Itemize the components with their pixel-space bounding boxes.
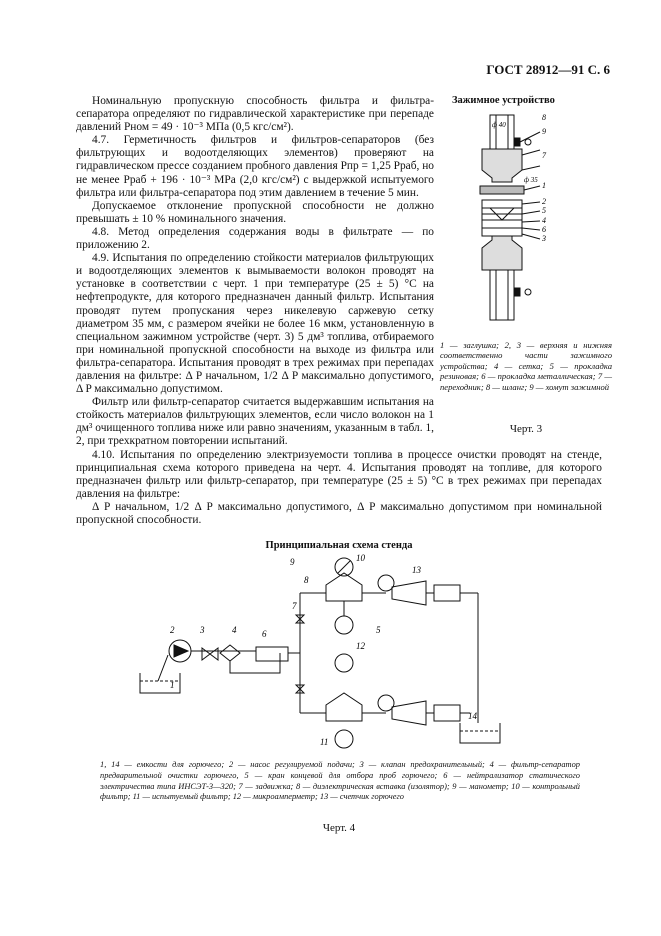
figure-4-label: Черт. 4 bbox=[322, 822, 356, 834]
dim-label: ф 35 bbox=[524, 176, 538, 184]
part-number: 2 bbox=[542, 197, 546, 206]
paragraph: Допускаемое отклонение пропускной способности не должно превышать ± 10 % номинального значения. bbox=[76, 199, 434, 225]
part-number: 9 bbox=[290, 557, 295, 567]
figure-3-title: Зажимное устройство bbox=[452, 95, 555, 106]
part-number: 4 bbox=[232, 625, 237, 635]
part-number: 5 bbox=[542, 206, 546, 215]
part-number: 6 bbox=[542, 225, 546, 234]
dim-label: ф 40 bbox=[492, 121, 506, 129]
part-number: 7 bbox=[542, 151, 546, 160]
part-number: 9 bbox=[542, 127, 546, 136]
part-number: 13 bbox=[412, 565, 421, 575]
part-number: 8 bbox=[304, 575, 309, 585]
paragraph: 4.8. Метод определения содержания воды в фильтрате — по приложению 2. bbox=[76, 225, 434, 252]
page-header: ГОСТ 28912—91 С. 6 bbox=[486, 62, 610, 77]
part-number: 11 bbox=[320, 737, 329, 747]
part-number: 5 bbox=[376, 625, 381, 635]
paragraph: 4.7. Герметичность фильтров и фильтров-сепараторов (без фильтрующих и водоотделяющих элементов) проверяют на гидравлическом прессе созданием пробного давления Pпр = 1,25 Pраб, но не менее Pраб + 196 · 10⁻³ МРа (2,0 кгс/см²) с выдержкой испытуемого фильтра или фильтра-сепаратора под этим давлением в течение 5 мин. bbox=[76, 134, 434, 199]
figure-4-title: Принципиальная схема стенда bbox=[265, 540, 413, 551]
figure-4-caption: 1, 14 — емкости для горючего; 2 — насос регулируемой подачи; 3 — клапан предохранительный; 4 — фильтр-сепаратор предварительной очистки горючего, 5 — кран концевой для отбора проб горючего; 6 — нейтрализатор статического электричества типа ИНСЭТ-3—320; 7 — задвижка; 8 — диэлектрическая вставка (изолятор); 9 — манометр; 10 — контрольный фильтр; 11 — испытуемый фильтр; 12 — микроамперметр; 13 — счетчик горючего bbox=[100, 760, 580, 802]
part-number: 7 bbox=[292, 601, 297, 611]
clamping-device-drawing bbox=[452, 110, 572, 335]
part-number: 2 bbox=[170, 625, 175, 635]
part-number: 3 bbox=[542, 234, 546, 243]
test-stand-schematic bbox=[130, 553, 510, 753]
paragraph: Фильтр или фильтр-сепаратор считается выдержавшим испытания на стойкость материалов фильтрующих элементов, если число волокон на 1 дм³ очищенного топлива ниже или равно значениям, указанным в табл. 1, 2, при трехкратном повторении испытаний. bbox=[76, 396, 434, 448]
part-number: 4 bbox=[542, 216, 546, 225]
part-number: 1 bbox=[170, 680, 175, 690]
left-column-text bbox=[76, 95, 434, 449]
part-number: 6 bbox=[262, 629, 267, 639]
paragraph: Номинальную пропускную способность фильтра и фильтра-сепаратора определяют по гидравлической характеристике при перепаде давлений Pном = 49 · 10⁻³ МПа (0,5 кгс/см²). bbox=[76, 95, 434, 134]
wide-text bbox=[76, 449, 602, 528]
part-number: 3 bbox=[200, 625, 205, 635]
part-number: 14 bbox=[468, 711, 477, 721]
part-number: 10 bbox=[356, 553, 365, 563]
part-number: 8 bbox=[542, 113, 546, 122]
part-number: 12 bbox=[356, 641, 365, 651]
paragraph: Δ P начальном, 1/2 Δ P максимально допустимого, Δ P максимально допустимом при номинальной пропускной способности. bbox=[76, 501, 602, 527]
figure-3-label: Черт. 3 bbox=[509, 423, 543, 435]
paragraph: 4.10. Испытания по определению электризуемости топлива в процессе очистки проводят на стенде, принципиальная схема которого приведена на черт. 4. Испытания проводят на топливе, для которого предназначен фильтр или фильтр-сепаратор, при температуре (25 ± 5) °С в трех режимах при перепадах давления на фильтре: bbox=[76, 449, 602, 501]
paragraph: 4.9. Испытания по определению стойкости материалов фильтрующих и водоотделяющих элементов к вымываемости волокон проводят на установке в соответствии с черт. 1 при температуре (25 ± 5) °С на нефтепродукте, для которого предназначен данный фильтр. Испытания проводят путем пропускания через никелевую саржевую сетку диаметром 35 мм, с размером ячейки не более 16 мкм, установленную в специальном зажимном устройстве (черт. 3) 5 дм³ топлива, отбираемого при номинальной пропускной способности на выходе из фильтра или фильтра-сепаратора. Испытания проводят в трех режимах при перепадах давления на фильтре: Δ P начальном, 1/2 Δ P максимально допустимого, Δ P максимально допустимом. bbox=[76, 252, 434, 396]
part-number: 1 bbox=[542, 181, 546, 190]
figure-3-caption: 1 — заглушка; 2, 3 — верхняя и нижняя соответственно части зажимного устройства; 4 — сетка; 5 — прокладка резиновая; 6 — прокладка металлическая; 7 — переходник; 8 — шланг; 9 — хомут зажимной bbox=[440, 340, 612, 392]
